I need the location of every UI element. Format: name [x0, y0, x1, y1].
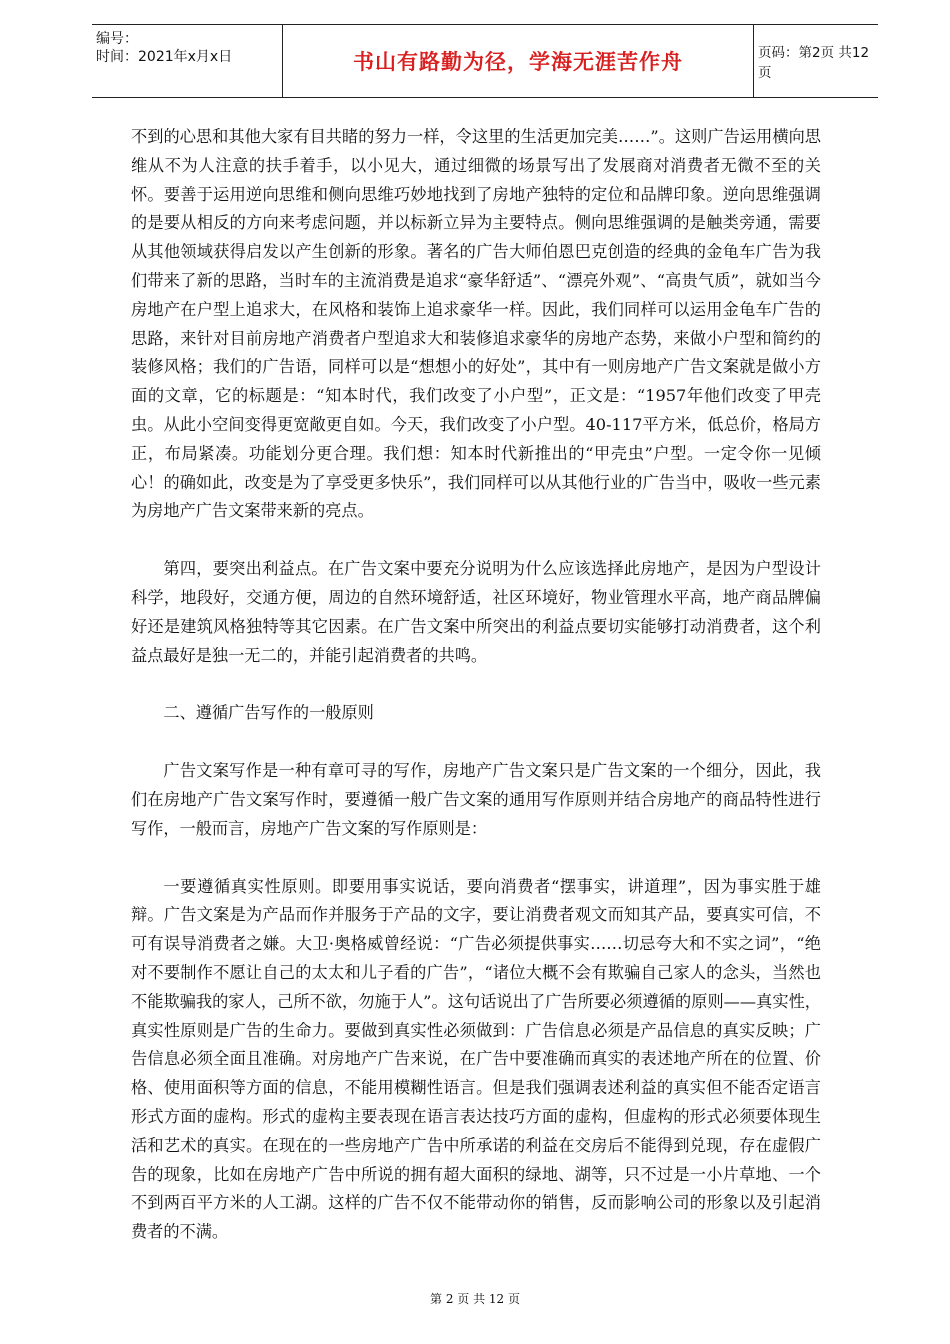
paragraph-principles-intro: 广告文案写作是一种有章可寻的写作，房地产广告文案只是广告文案的一个细分，因此，我们在房地产广告文案写作时，要遵循一般广告文案的通用写作原则并结合房地产的商品特性进行写作，一般而言，房地产广告文案的写作原则是： [131, 761, 821, 838]
time-label: 时间：2021年x月x日 [96, 49, 233, 65]
header-motto-cell [282, 25, 754, 97]
document-body [131, 123, 821, 1276]
paragraph-fourth-point: 第四，要突出利益点。在广告文案中要充分说明为什么应该选择此房地产，是因为户型设计科学，地段好，交通方便，周边的自然环境舒适，社区环境好，物业管理水平高，地产商品牌偏好还是建筑风格独特等其它因素。在广告文案中所突出的利益点要切实能够打动消费者，这个利益点最好是独一无二的，并能引起消费者的共鸣。 [131, 559, 821, 665]
header-meta [92, 25, 282, 97]
motto-text: 书山有路勤为径，学海无涯苦作舟 [353, 50, 683, 74]
page-footer: 第 2 页 共 12 页 [430, 1292, 520, 1306]
paragraph-continuation: 不到的心思和其他大家有目共睹的努力一样，令这里的生活更加完美……”。这则广告运用横向思维从不为人注意的扶手着手，以小见大，通过细微的场景写出了发展商对消费者无微不至的关怀。要善于运用逆向思维和侧向思维巧妙地找到了房地产独特的定位和品牌印象。逆向思维强调的是要从相反的方向来考虑问题，并以标新立异为主要特点。侧向思维强调的是触类旁通，需要从其他领域获得启发以产生创新的形象。著名的广告大师伯恩巴克创造的经典的金龟车广告为我们带来了新的思路，当时车的主流消费是追求“豪华舒适”、“漂亮外观”、“高贵气质”，就如当今房地产在户型上追求大，在风格和装饰上追求豪华一样。因此，我们同样可以运用金龟车广告的思路，来针对目前房地产消费者户型追求大和装修追求豪华的房地产态势，来做小户型和简约的装修风格；我们的广告语，同样可以是“想想小的好处”，其中有一则房地产广告文案就是做小方面的文章，它的标题是：“知本时代，我们改变了小户型”，正文是：“1957年他们改变了甲壳虫。从此小空间变得更宽敞更自如。今天，我们改变了小户型。40-117平方米，低总价，格局方正，布局紧凑。功能划分更合理。我们想：知本时代新推出的“甲壳虫”户型。一定令你一见倾心！的确如此，改变是为了享受更多快乐”，我们同样可以从其他行业的广告当中，吸收一些元素为房地产广告文案带来新的亮点。 [131, 127, 821, 521]
paragraph-truthfulness: 一要遵循真实性原则。即要用事实说话，要向消费者“摆事实，讲道理”，因为事实胜于雄辩。广告文案是为产品而作并服务于产品的文字，要让消费者观文而知其产品，要真实可信，不可有误导消费者之嫌。大卫·奥格威曾经说：“广告必须提供事实……切忌夸大和不实之词”，“绝对不要制作不愿让自己的太太和儿子看的广告”，“诸位大概不会有欺骗自己家人的念头，当然也不能欺骗我的家人，己所不欲，勿施于人”。这句话说出了广告所要必须遵循的原则——真实性，真实性原则是广告的生命力。要做到真实性必须做到：广告信息必须是产品信息的真实反映；广告信息必须全面且准确。对房地产广告来说，在广告中要准确而真实的表述地产所在的位置、价格、使用面积等方面的信息，不能用模糊性语言。但是我们强调表述利益的真实但不能否定语言形式方面的虚构。形式的虚构主要表现在语言表达技巧方面的虚构，但虚构的形式必须要体现生活和艺术的真实。在现在的一些房地产广告中所承诺的利益在交房后不能得到兑现，存在虚假广告的现象，比如在房地产广告中所说的拥有超大面积的绿地、湖等，只不过是一小片草地、一个不到两百平方米的人工湖。这样的广告不仅不能带动你的销售，反而影响公司的形象以及引起消费者的不满。 [131, 876, 821, 1242]
header-page-info: 页码：第2页 共12页 [758, 45, 870, 81]
page-header [92, 24, 878, 98]
serial-number-label: 编号： [96, 31, 138, 47]
section-heading: 二、遵循广告写作的一般原则 [163, 703, 374, 723]
